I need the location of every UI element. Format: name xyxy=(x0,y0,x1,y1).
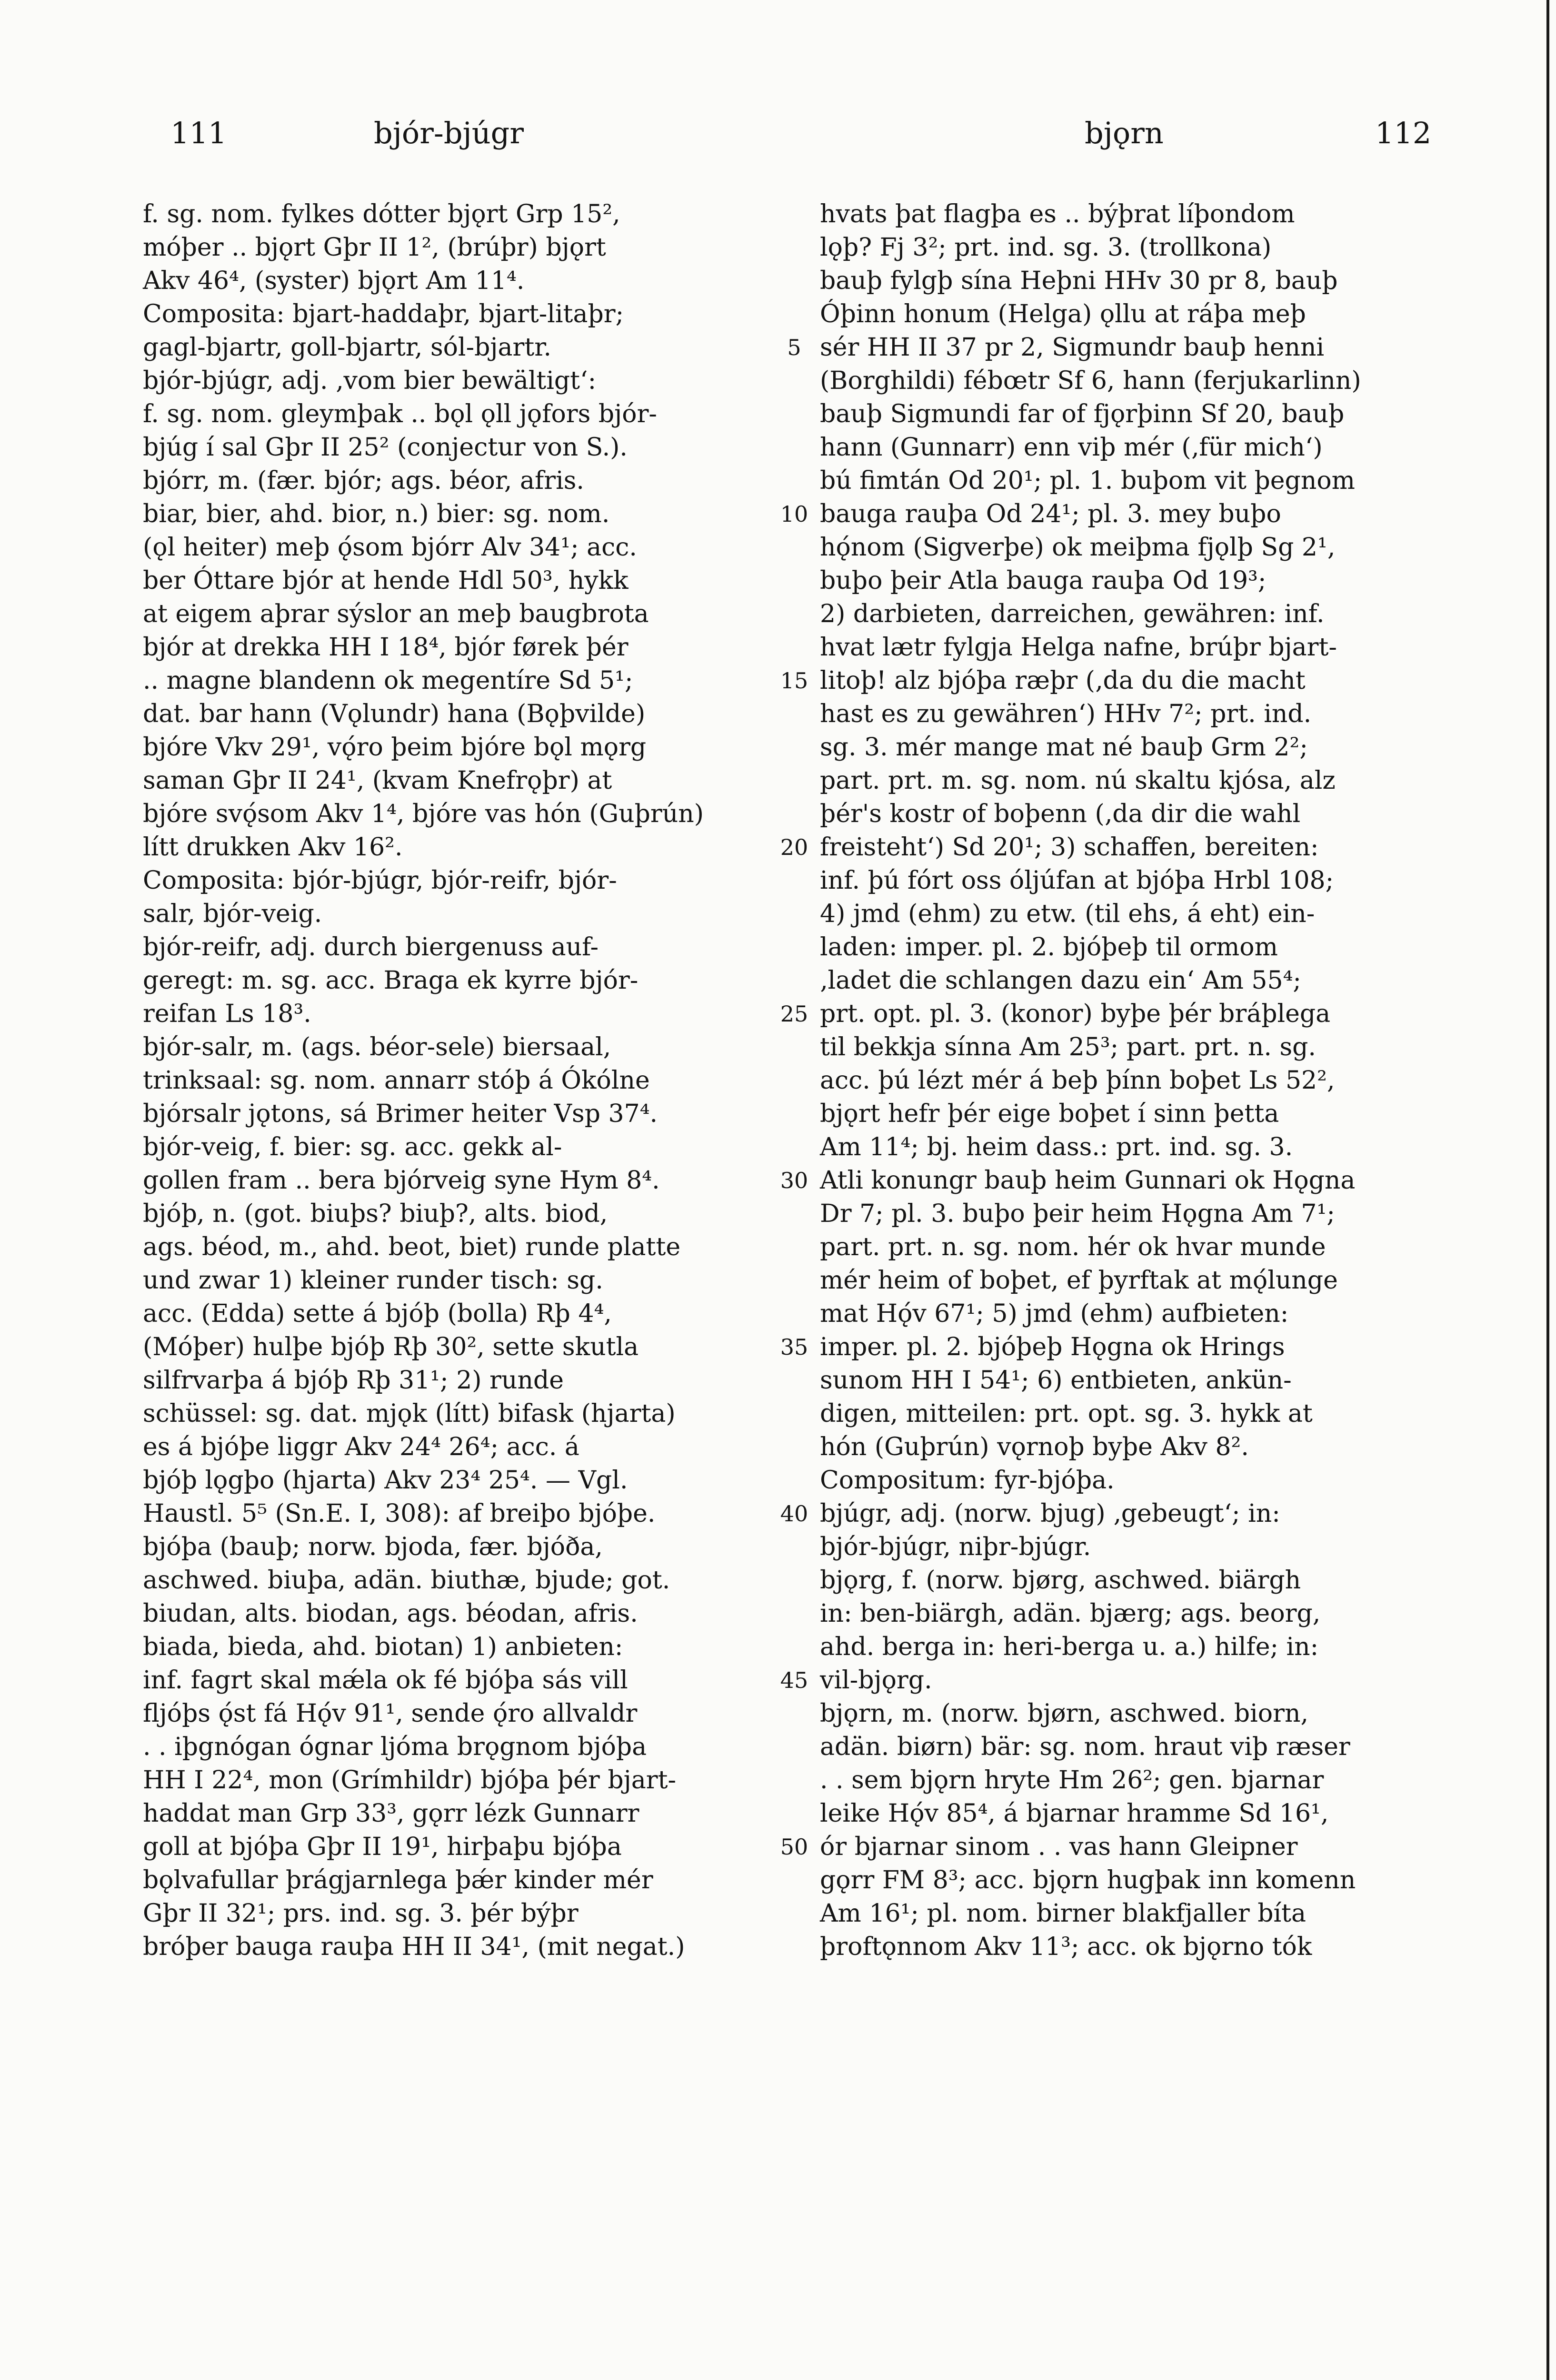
text-line: (Borghildi) fébœtr Sf 6, hann (ferjukarlinn) xyxy=(820,367,1361,395)
text-line: bjóþa (bauþ; norw. bjoda, fær. bjóða, xyxy=(143,1533,603,1561)
text-line: hast es zu gewähren‘) HHv 7²; prt. ind. xyxy=(820,700,1312,728)
text-line: f. sg. nom. gleymþak .. bǫl ǫll jǫfors bjór- xyxy=(143,400,657,428)
text-line: biudan, alts. biodan, ags. béodan, afris. xyxy=(143,1599,638,1628)
text-line: hvat lætr fylgja Helga nafne, brúþr bjart- xyxy=(820,633,1337,662)
text-line: 2) darbieten, darreichen, gewähren: inf. xyxy=(820,600,1325,628)
text-line: buþo þeir Atla bauga rauþa Od 19³; xyxy=(820,566,1267,595)
text-line: litoþ! alz bjóþa ræþr (‚da du die macht xyxy=(820,666,1306,695)
text-line: haddat man Grp 33³, gǫrr lézk Gunnarr xyxy=(143,1799,639,1828)
text-line: ahd. berga in: heri-berga u. a.) hilfe; in: xyxy=(820,1633,1319,1661)
text-line: hón (Guþrún) vǫrnoþ byþe Akv 8². xyxy=(820,1433,1249,1461)
text-line: saman Gþr II 24¹, (kvam Knefrǫþr) at xyxy=(143,766,612,795)
text-line: til bekkja sínna Am 25³; part. prt. n. sg. xyxy=(820,1033,1316,1061)
text-line: part. prt. m. sg. nom. nú skaltu kjósa, alz xyxy=(820,766,1336,795)
text-line: Akv 46⁴, (syster) bjǫrt Am 11⁴. xyxy=(143,267,525,295)
text-line: ‚ladet die schlangen dazu ein‘ Am 55⁴; xyxy=(820,966,1301,995)
text-line: bjór-bjúgr, niþr-bjúgr. xyxy=(820,1533,1091,1561)
text-line: Haustl. 5⁵ (Sn.E. I, 308): af breiþo bjóþe. xyxy=(143,1499,656,1528)
text-line: (ǫl heiter) meþ ǫ́som bjórr Alv 34¹; acc. xyxy=(143,533,637,562)
line-number: 20 xyxy=(780,834,808,860)
text-line: biada, bieda, ahd. biotan) 1) anbieten: xyxy=(143,1633,623,1661)
text-line: .. magne blandenn ok megentíre Sd 5¹; xyxy=(143,666,633,695)
text-line: Óþinn honum (Helga) ǫllu at ráþa meþ xyxy=(820,300,1306,328)
text-line: bjór at drekka HH I 18⁴, bjór førek þér xyxy=(143,633,628,662)
text-line: bjórr, m. (fær. bjór; ags. béor, afris. xyxy=(143,466,584,495)
line-number: 35 xyxy=(780,1334,808,1360)
line-number: 40 xyxy=(780,1501,808,1527)
text-line: gǫrr FM 8³; acc. bjǫrn hugþak inn komenn xyxy=(820,1866,1356,1894)
text-line: vil-bjǫrg. xyxy=(820,1666,932,1695)
line-number: 10 xyxy=(780,501,808,527)
line-number: 50 xyxy=(780,1834,808,1860)
text-line: bjór-veig, f. bier: sg. acc. gekk al- xyxy=(143,1133,562,1161)
running-head-right: bjǫrn xyxy=(1085,116,1164,150)
line-number: 25 xyxy=(780,1001,808,1027)
text-line: acc. (Edda) sette á bjóþ (bolla) Rþ 4⁴, xyxy=(143,1299,612,1328)
text-line: bjúgr, adj. (norw. bjug) ‚gebeugt‘; in: xyxy=(820,1499,1280,1528)
text-line: inf. fagrt skal mǽla ok fé bjóþa sás vill xyxy=(143,1666,628,1695)
text-line: gagl-bjartr, goll-bjartr, sól-bjartr. xyxy=(143,333,551,362)
text-line: bjǫrn, m. (norw. bjørn, aschwed. biorn, xyxy=(820,1699,1308,1728)
text-line: lítt drukken Akv 16². xyxy=(143,833,403,862)
text-line: 4) jmd (ehm) zu etw. (til ehs, á eht) ein- xyxy=(820,900,1315,928)
text-line: freisteht‘) Sd 20¹; 3) schaffen, bereiten: xyxy=(820,833,1319,862)
text-line: mér heim of boþet, ef þyrftak at mǫ́lunge xyxy=(820,1266,1338,1295)
text-line: ags. béod, m., ahd. beot, biet) runde platte xyxy=(143,1233,681,1261)
text-line: sunom HH I 54¹; 6) entbieten, ankün- xyxy=(820,1366,1292,1395)
text-line: ór bjarnar sinom . . vas hann Gleipner xyxy=(820,1833,1298,1861)
text-line: geregt: m. sg. acc. Braga ek kyrre bjór- xyxy=(143,966,638,995)
text-line: HH I 22⁴, mon (Grímhildr) bjóþa þér bjart- xyxy=(143,1766,677,1795)
text-line: leike Hǫ́v 85⁴, á bjarnar hramme Sd 16¹, xyxy=(820,1799,1329,1828)
text-line: schüssel: sg. dat. mjǫk (lítt) bifask (hjarta) xyxy=(143,1399,676,1428)
text-line: hǫ́nom (Sigverþe) ok meiþma fjǫlþ Sg 2¹, xyxy=(820,533,1336,562)
text-line: f. sg. nom. fylkes dótter bjǫrt Grp 15², xyxy=(143,200,620,228)
page-number-left: 111 xyxy=(170,116,227,150)
text-line: Composita: bjart-haddaþr, bjart-litaþr; xyxy=(143,300,624,328)
text-line: Am 16¹; pl. nom. birner blakfjaller bíta xyxy=(820,1899,1307,1928)
text-line: ber Óttare bjór at hende Hdl 50³, hykk xyxy=(143,566,628,595)
left-column xyxy=(143,198,776,1964)
text-line: þroftǫnnom Akv 11³; acc. ok bjǫrno tók xyxy=(820,1933,1312,1961)
text-line: sg. 3. mér mange mat né bauþ Grm 2²; xyxy=(820,733,1308,762)
line-number: 5 xyxy=(787,335,801,360)
text-line: acc. þú lézt mér á beþ þínn boþet Ls 52², xyxy=(820,1066,1335,1095)
text-line: bjóre svǫ́som Akv 1⁴, bjóre vas hón (Guþrún) xyxy=(143,800,704,828)
text-line: bauþ fylgþ sína Heþni HHv 30 pr 8, bauþ xyxy=(820,267,1338,295)
page-edge-rule xyxy=(1546,0,1549,2380)
text-line: goll at bjóþa Gþr II 19¹, hirþaþu bjóþa xyxy=(143,1833,622,1861)
text-line: imper. pl. 2. bjóþeþ Hǫgna ok Hrings xyxy=(820,1333,1285,1361)
text-line: bjúg í sal Gþr II 25² (conjectur von S.). xyxy=(143,433,628,462)
text-line: dat. bar hann (Vǫlundr) hana (Bǫþvilde) xyxy=(143,700,646,728)
text-line: Am 11⁴; bj. heim dass.: prt. ind. sg. 3. xyxy=(820,1133,1293,1161)
text-line: gollen fram .. bera bjórveig syne Hym 8⁴. xyxy=(143,1166,660,1195)
text-line: bróþer bauga rauþa HH II 34¹, (mit negat.) xyxy=(143,1933,685,1961)
text-line: prt. opt. pl. 3. (konor) byþe þér bráþlega xyxy=(820,1000,1331,1028)
right-column xyxy=(820,198,1453,1964)
line-number: 45 xyxy=(780,1667,808,1693)
text-line: adän. biørn) bär: sg. nom. hraut viþ ræser xyxy=(820,1733,1350,1761)
text-line: fljóþs ǫ́st fá Hǫ́v 91¹, sende ǫ́ro allvaldr xyxy=(143,1699,638,1728)
text-line: bauga rauþa Od 24¹; pl. 3. mey buþo xyxy=(820,500,1281,528)
text-line: aschwed. biuþa, adän. biuthæ, bjude; got. xyxy=(143,1566,670,1595)
text-line: bjóþ, n. (got. biuþs? biuþ?, alts. biod, xyxy=(143,1200,608,1228)
text-line: hvats þat flagþa es .. býþrat líþondom xyxy=(820,200,1295,228)
text-line: salr, bjór-veig. xyxy=(143,900,322,928)
text-line: und zwar 1) kleiner runder tisch: sg. xyxy=(143,1266,603,1295)
text-line: reifan Ls 18³. xyxy=(143,1000,311,1028)
text-line: laden: imper. pl. 2. bjóþeþ til ormom xyxy=(820,933,1278,962)
text-line: bjǫrg, f. (norw. bjørg, aschwed. biärgh xyxy=(820,1566,1301,1595)
text-line: digen, mitteilen: prt. opt. sg. 3. hykk at xyxy=(820,1399,1313,1428)
text-line: (Móþer) hulþe bjóþ Rþ 30², sette skutla xyxy=(143,1333,639,1361)
text-line: part. prt. n. sg. nom. hér ok hvar munde xyxy=(820,1233,1326,1261)
text-line: Gþr II 32¹; prs. ind. sg. 3. þér býþr xyxy=(143,1899,579,1928)
running-head-left: bjór-bjúgr xyxy=(374,116,524,150)
text-line: es á bjóþe liggr Akv 24⁴ 26⁴; acc. á xyxy=(143,1433,579,1461)
text-line: þér's kostr of boþenn (‚da dir die wahl xyxy=(820,800,1301,828)
text-line: trinksaal: sg. nom. annarr stóþ á Ókólne xyxy=(143,1066,650,1095)
text-line: mat Hǫ́v 67¹; 5) jmd (ehm) aufbieten: xyxy=(820,1299,1289,1328)
text-line: inf. þú fórt oss óljúfan at bjóþa Hrbl 108; xyxy=(820,866,1334,895)
text-line: bjǫrt hefr þér eige boþet í sinn þetta xyxy=(820,1100,1279,1128)
text-line: bjórsalr jǫtons, sá Brimer heiter Vsp 37⁴. xyxy=(143,1100,658,1128)
text-line: hann (Gunnarr) enn viþ mér (‚für mich‘) xyxy=(820,433,1323,462)
page-number-right: 112 xyxy=(1375,116,1432,150)
text-line: Compositum: fyr-bjóþa. xyxy=(820,1466,1115,1495)
line-number: 15 xyxy=(780,668,808,694)
text-line: bjóre Vkv 29¹, vǫ́ro þeim bjóre bǫl mǫrg xyxy=(143,733,647,762)
text-line: . . iþgnógan ógnar ljóma brǫgnom bjóþa xyxy=(143,1733,647,1761)
line-number: 30 xyxy=(780,1168,808,1193)
text-line: bjór-bjúgr, adj. ‚vom bier bewältigt‘: xyxy=(143,367,597,395)
text-line: . . sem bjǫrn hryte Hm 26²; gen. bjarnar xyxy=(820,1766,1324,1795)
text-line: biar, bier, ahd. bior, n.) bier: sg. nom. xyxy=(143,500,610,528)
text-line: bjór-reifr, adj. durch biergenuss auf- xyxy=(143,933,599,962)
text-line: bjór-salr, m. (ags. béor-sele) biersaal, xyxy=(143,1033,611,1061)
text-line: lǫþ? Fj 3²; prt. ind. sg. 3. (trollkona) xyxy=(820,233,1272,262)
text-line: Dr 7; pl. 3. buþo þeir heim Hǫgna Am 7¹; xyxy=(820,1200,1335,1228)
text-line: móþer .. bjǫrt Gþr II 1², (brúþr) bjǫrt xyxy=(143,233,606,262)
text-line: at eigem aþrar sýslor an meþ baugbrota xyxy=(143,600,649,628)
text-line: bǫlvafullar þrágjarnlega þǽr kinder mér xyxy=(143,1866,653,1894)
text-line: sér HH II 37 pr 2, Sigmundr bauþ henni xyxy=(820,333,1325,362)
text-line: in: ben-biärgh, adän. bjærg; ags. beorg, xyxy=(820,1599,1321,1628)
text-line: Atli konungr bauþ heim Gunnari ok Hǫgna xyxy=(820,1166,1356,1195)
text-line: bauþ Sigmundi far of fjǫrþinn Sf 20, bauþ xyxy=(820,400,1345,428)
text-line: Composita: bjór-bjúgr, bjór-reifr, bjór- xyxy=(143,866,617,895)
text-line: bjóþ lǫgþo (hjarta) Akv 23⁴ 25⁴. — Vgl. xyxy=(143,1466,628,1495)
text-line: bú fimtán Od 20¹; pl. 1. buþom vit þegnom xyxy=(820,466,1355,495)
text-line: silfrvarþa á bjóþ Rþ 31¹; 2) runde xyxy=(143,1366,564,1395)
